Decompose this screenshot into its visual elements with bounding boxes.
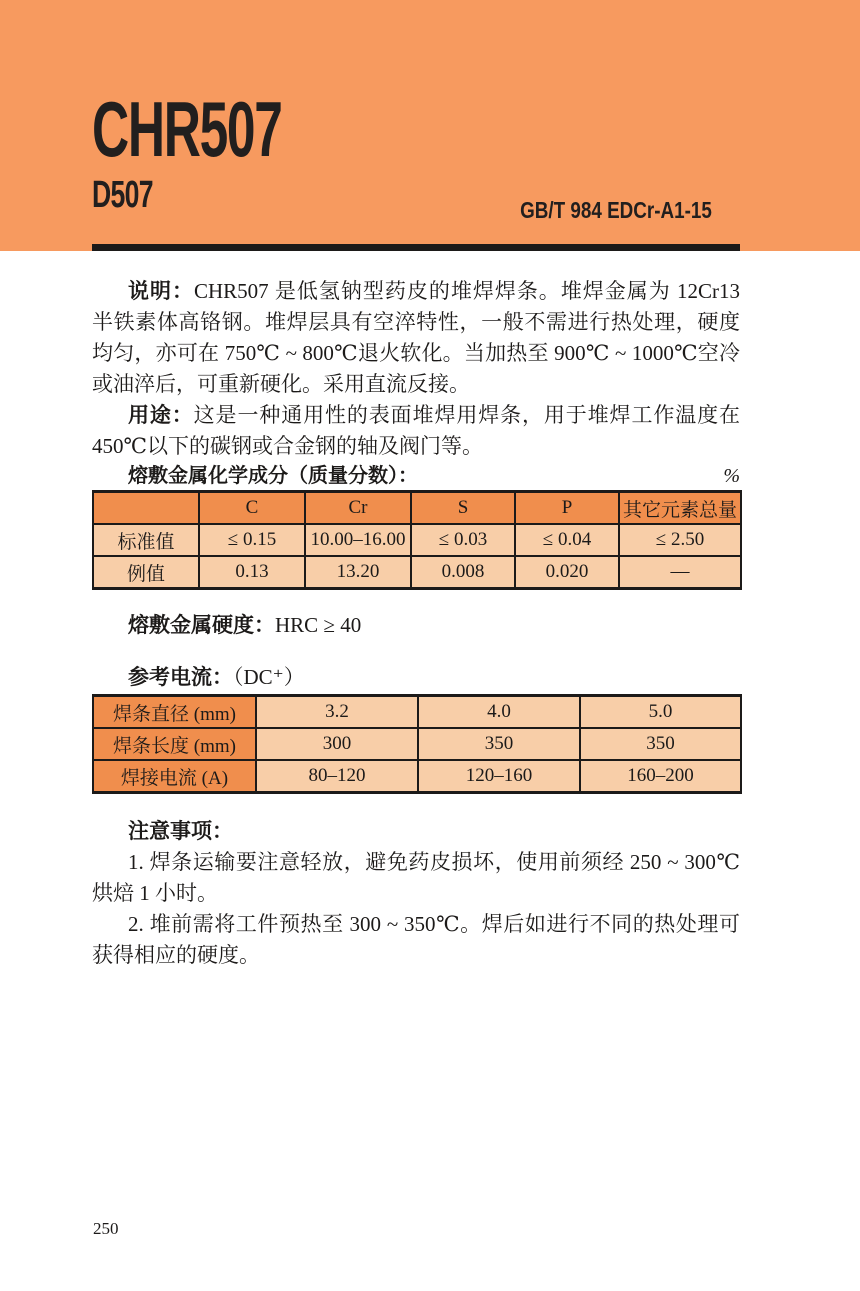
hardness-line bbox=[92, 610, 740, 641]
current-note: （DC⁺） bbox=[233, 665, 305, 689]
page-number: 250 bbox=[93, 1219, 119, 1238]
current-value-cell: 80–120 bbox=[256, 760, 418, 793]
description-label: 说明： bbox=[128, 280, 194, 303]
composition-value-cell: 13.20 bbox=[305, 556, 411, 589]
composition-row-label: 例值 bbox=[93, 556, 199, 589]
table-row bbox=[93, 728, 741, 760]
current-value-cell: 300 bbox=[256, 728, 418, 760]
note-item: 1. 焊条运输要注意轻放，避免药皮损坏，使用前须经 250 ~ 300℃烘焙 1 小时。 bbox=[92, 850, 740, 905]
hardness-label: 熔敷金属硬度： bbox=[128, 614, 275, 637]
current-value-cell: 120–160 bbox=[418, 760, 580, 793]
composition-header-cell bbox=[93, 492, 199, 525]
hardness-value: HRC ≥ 40 bbox=[275, 613, 362, 637]
composition-value-cell: ≤ 0.03 bbox=[411, 524, 515, 556]
composition-title: 熔敷金属化学成分（质量分数）： bbox=[128, 465, 418, 487]
table-row bbox=[93, 556, 741, 589]
composition-value-cell: 0.13 bbox=[199, 556, 305, 589]
notes-section bbox=[92, 816, 740, 971]
current-value-cell: 350 bbox=[418, 728, 580, 760]
current-value-cell: 160–200 bbox=[580, 760, 741, 793]
table-row bbox=[93, 760, 741, 793]
composition-value-cell: ≤ 0.15 bbox=[199, 524, 305, 556]
composition-table bbox=[92, 490, 742, 590]
composition-value-cell: — bbox=[619, 556, 741, 589]
note-item: 2. 堆前需将工件预热至 300 ~ 350℃。焊后如进行不同的热处理可获得相应的硬度。 bbox=[92, 912, 740, 967]
header-rule bbox=[92, 244, 740, 251]
current-row-label: 焊接电流 (A) bbox=[93, 760, 256, 793]
composition-header-cell: S bbox=[411, 492, 515, 525]
description-paragraph bbox=[92, 276, 740, 400]
body-text bbox=[92, 276, 740, 462]
composition-unit: % bbox=[723, 465, 740, 487]
current-value-cell: 350 bbox=[580, 728, 741, 760]
product-model-title: CHR507 bbox=[92, 85, 282, 173]
usage-paragraph bbox=[92, 400, 740, 462]
current-value-cell: 3.2 bbox=[256, 696, 418, 729]
current-row-label: 焊条长度 (mm) bbox=[93, 728, 256, 760]
composition-title-row bbox=[92, 461, 740, 493]
composition-value-cell: 0.020 bbox=[515, 556, 619, 589]
composition-header-cell: 其它元素总量 bbox=[619, 492, 741, 525]
product-code: D507 bbox=[92, 174, 153, 216]
composition-value-cell: ≤ 2.50 bbox=[619, 524, 741, 556]
usage-text: 这是一种通用性的表面堆焊用焊条，用于堆焊工作温度在 450℃以下的碳钢或合金钢的轴及阀门等。 bbox=[92, 403, 741, 458]
current-row-label: 焊条直径 (mm) bbox=[93, 696, 256, 729]
current-value-cell: 5.0 bbox=[580, 696, 741, 729]
usage-label: 用途： bbox=[128, 404, 194, 427]
current-value-cell: 4.0 bbox=[418, 696, 580, 729]
table-row bbox=[93, 524, 741, 556]
current-table bbox=[92, 694, 742, 794]
current-line bbox=[92, 662, 740, 693]
composition-header-cell: P bbox=[515, 492, 619, 525]
composition-header-cell: C bbox=[199, 492, 305, 525]
composition-row-label: 标准值 bbox=[93, 524, 199, 556]
composition-value-cell: ≤ 0.04 bbox=[515, 524, 619, 556]
composition-value-cell: 0.008 bbox=[411, 556, 515, 589]
composition-header-cell: Cr bbox=[305, 492, 411, 525]
description-text: CHR507 是低氢钠型药皮的堆焊焊条。堆焊金属为 12Cr13 半铁素体高铬钢。堆焊层具有空淬特性，一般不需进行热处理，硬度均匀，亦可在 750℃ ~ 800℃退火软化。当加热至 900℃ ~ 1000℃空冷或油淬后，可重新硬化。采用直流反接。 bbox=[92, 279, 740, 396]
notes-title: 注意事项： bbox=[128, 820, 233, 843]
current-label: 参考电流： bbox=[128, 666, 233, 689]
table-row bbox=[93, 696, 741, 729]
composition-header-row bbox=[93, 492, 741, 525]
standard-designation: GB/T 984 EDCr-A1-15 bbox=[520, 197, 712, 223]
composition-value-cell: 10.00–16.00 bbox=[305, 524, 411, 556]
